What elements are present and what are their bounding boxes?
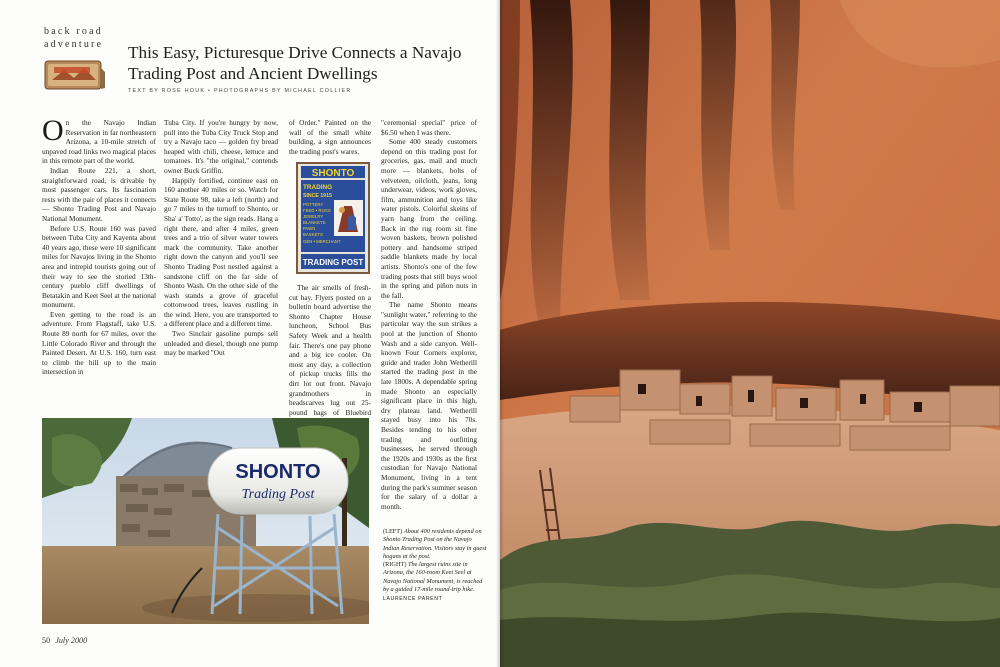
- sign-ware-text: BASKETS: [303, 232, 323, 237]
- tank-sign-text: Trading Post: [241, 487, 315, 502]
- sign-ware-text: PAWN: [303, 226, 316, 231]
- article-column-4: [381, 118, 477, 511]
- sign-line-text: TRADING: [303, 184, 333, 191]
- article-column-3-bottom: [289, 283, 371, 427]
- sign-ware-text: FEED • RUGS: [303, 208, 331, 213]
- sign-bottom-text: TRADING POST: [302, 258, 364, 267]
- article-column-2: [164, 118, 278, 358]
- trading-post-tank-photo: [42, 418, 369, 624]
- photo-caption: [383, 528, 487, 604]
- sign-line-text: SINCE 1915: [303, 193, 332, 199]
- caption-left-tag: (LEFT): [383, 528, 403, 535]
- trading-post-sign-photo: [296, 162, 370, 274]
- paragraph: of Order." Painted on the wall of the small white building, a sign announces the trading post's wares.: [289, 118, 371, 156]
- section-kicker: [44, 25, 103, 51]
- sign-ware-text: GEN • MERCHANT: [303, 239, 341, 244]
- caption-right-tag: (RIGHT): [383, 561, 407, 569]
- photo-credit: LAURENCE PARENT: [383, 596, 443, 603]
- tank-sign-text: SHONTO: [235, 461, 321, 483]
- sign-title-text: SHONTO: [311, 168, 355, 179]
- spine-gutter: [496, 0, 504, 667]
- page-number: 50: [42, 636, 51, 645]
- article-column-1: [42, 114, 156, 377]
- paragraph: Even getting to the road is an adventure. From Flagstaff, take U.S. Route 89 north for 67 miles, over the Little Colorado River and through the Painted Desert. At U.S. 160, turn east to climb the hill up to the main intersection in: [42, 309, 156, 377]
- back-road-logo-icon: [44, 58, 106, 92]
- sign-ware-text: BLANKETS: [303, 220, 326, 225]
- kicker-line-2: adventure: [44, 39, 104, 50]
- paragraph: Some 400 steady customers depend on this trading post for groceries, gas, mail and much more — blankets, bolts of velveteen, oilcloth, jeans, long underwear, videos, work gloves, film, ammunition and toys like water pistols. Colorful skeins of yarn hang from the ceiling. Back in the rug room sit fine woven baskets, brown polished pottery and handsome striped saddle blankets made by local artists. Shonto's one of the few trading posts that still buys wool in the spring and piñon nuts in the fall.: [381, 137, 477, 300]
- paragraph: Before U.S. Route 160 was paved between Tuba City and Kayenta about 40 years ago, these were 10 significant miles for Navajos living in the Shonto area and intrepid tourists going out of their way to see the storied 13th-century pueblo cliff dwellings of Betatakin and Keet Seel at the national monument.: [42, 223, 156, 310]
- drop-cap: O: [42, 114, 64, 147]
- right-page: [500, 0, 1000, 667]
- paragraph: On the Navajo Indian Reservation in far northeastern Arizona, a 10-mile stretch of unpaved road links two magical places in this remote part of the world.: [42, 114, 156, 166]
- article-column-3-top: [289, 118, 371, 156]
- caption-right-text: The largest ruins site in Arizona, the 160-room Keet Seel at Navajo National Monument, is reached by a guided 17-mile round-trip hike.: [383, 561, 483, 594]
- issue-date: July 2000: [55, 636, 88, 645]
- cliff-dwelling-photo: [500, 0, 1000, 667]
- byline: TEXT BY ROSE HOUK • PHOTOGRAPHS BY MICHAEL COLLIER: [128, 88, 352, 94]
- paragraph: Indian Route 221, a short, straightforward road, is drivable by most passenger cars. Its fascination rests with the pair of places it connects — Shonto Trading Post and Navajo National Monument.: [42, 165, 156, 223]
- paragraph: "ceremonial special" price of $6.50 when I was there.: [381, 118, 477, 137]
- paragraph: Two Sinclair gasoline pumps sell unleaded and diesel, though one pump may be marked "Out: [164, 329, 278, 358]
- article-title: This Easy, Picturesque Drive Connects a Navajo Trading Post and Ancient Dwellings: [128, 43, 462, 83]
- paragraph: Happily fortified, continue east on 160 another 40 miles or so. Watch for State Route 98, take a left (north) and go 7 miles to the turnoff to Shonto, or Sha' a' Totto', as the sign reads. Hang a right there, and after 4 miles, green trees and a trio of silver water towers mark the community. Take another right down the canyon and you'll see Shonto Trading Post nestled against a sandstone cliff on the far side of Shonto Wash. On the other side of the wash stands a grove of graceful cottonwood trees, leaves rustling in the wind. Here, you are transported to a different place and a different time.: [164, 175, 278, 329]
- paragraph: Tuba City. If you're hungry by now, pull into the Tuba City Truck Stop and try a Navajo taco — golden fry bread heaped with chili, cheese, lettuce and tomatoes. It's "the original," contends owner Buck Griffin.: [164, 118, 278, 175]
- paragraph: The air smells of fresh-cut hay. Flyers posted on a bulletin board advertise the Shonto Chapter House luncheon, School Bus Safety Week and a health fair. There's one pay phone and a big ice cooler. On most any day, a collection of pickup trucks fills the dirt lot out front. Navajo grandmothers in headscarves lug out 25-pound bags of Bluebird: [289, 283, 371, 417]
- kicker-line-1: back road: [44, 26, 103, 37]
- caption-left-text: About 400 residents depend on Shonto Trading Post on the Navajo Indian Reservation. Visitors stay in guest hogans at the post.: [383, 528, 487, 560]
- paragraph: The name Shonto means "sunlight water," referring to the particular way the sun strikes a pool at the junction of Shonto Wash and a side canyon. Well-known Four Corners explorer, guide and trader John Wetherill started the trading post in the late 1800s. A dependable spring made Shonto an especially significant place in this high, dry plateau land. Wetherill stayed busy into his 70s. Besides tending to his other trading and outfitting businesses, he served through the 1920s and 1930s as the first custodian for Navajo National Monument, living in a tent during the park's summer season for the salary of a dollar a month.: [381, 300, 477, 511]
- sign-ware-text: JEWELRY: [303, 214, 324, 219]
- sign-ware-text: POTTERY: [303, 202, 324, 207]
- page-folio: [42, 636, 87, 645]
